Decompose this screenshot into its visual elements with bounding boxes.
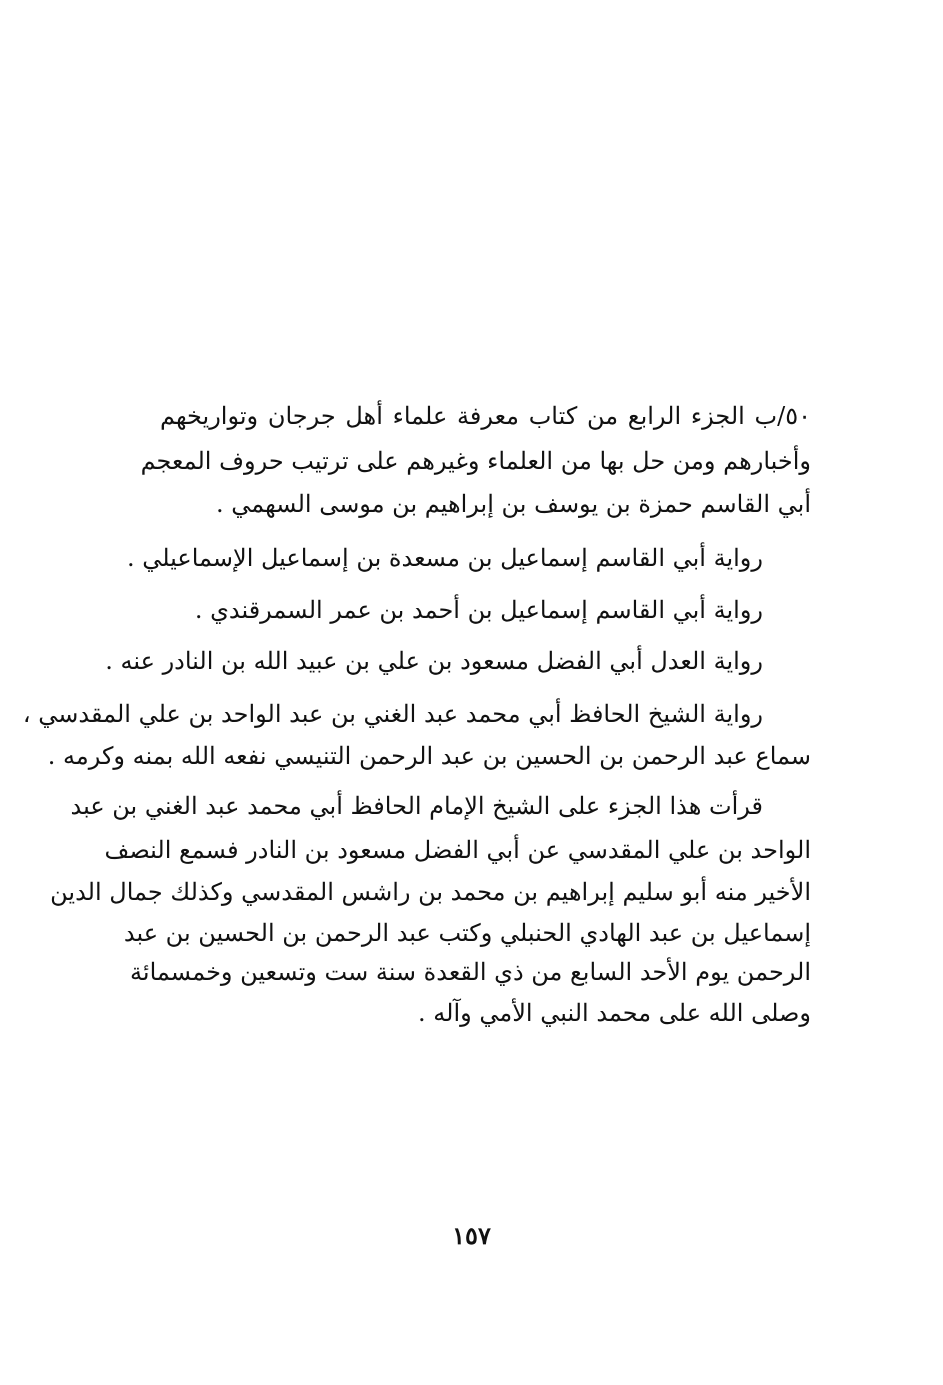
riwaya-line-5: سماع عبد الرحمن بن الحسين بن عبد الرحمن التنيسي نفعه الله بمنه وكرمه . — [47, 742, 811, 770]
title-line-1: ٥٠/ب الجزء الرابع من كتاب معرفة علماء أهل جرجان وتواريخهم — [160, 402, 811, 430]
note-line-5: الرحمن يوم الأحد السابع من ذي القعدة سنة ست وتسعين وخمسمائة — [130, 958, 811, 986]
title-line-3: أبي القاسم حمزة بن يوسف بن إبراهيم بن موسى السهمي . — [215, 490, 811, 518]
riwaya-line-1: رواية أبي القاسم إسماعيل بن مسعدة بن إسماعيل الإسماعيلي . — [126, 544, 763, 572]
note-line-6: وصلى الله على محمد النبي الأمي وآله . — [418, 999, 811, 1027]
note-line-1: قرأت هذا الجزء على الشيخ الإمام الحافظ أبي محمد عبد الغني بن عبد — [70, 792, 763, 820]
riwaya-line-4: رواية الشيخ الحافظ أبي محمد عبد الغني بن عبد الواحد بن علي المقدسي ، — [22, 700, 763, 728]
page-number: ١٥٧ — [452, 1221, 491, 1250]
note-line-3: الأخير منه أبو سليم إبراهيم بن محمد بن راشس المقدسي وكذلك جمال الدين — [50, 878, 811, 906]
title-line-2: وأخبارهم ومن حل بها من العلماء وغيرهم على ترتيب حروف المعجم — [140, 447, 811, 475]
riwaya-line-2: رواية أبي القاسم إسماعيل بن أحمد بن عمر السمرقندي . — [194, 596, 763, 624]
note-line-2: الواحد بن علي المقدسي عن أبي الفضل مسعود بن النادر فسمع النصف — [104, 836, 811, 864]
riwaya-line-3: رواية العدل أبي الفضل مسعود بن علي بن عبيد الله بن النادر عنه . — [105, 647, 763, 675]
note-line-4: إسماعيل بن عبد الهادي الحنبلي وكتب عبد الرحمن بن الحسين بن عبد — [123, 919, 811, 947]
